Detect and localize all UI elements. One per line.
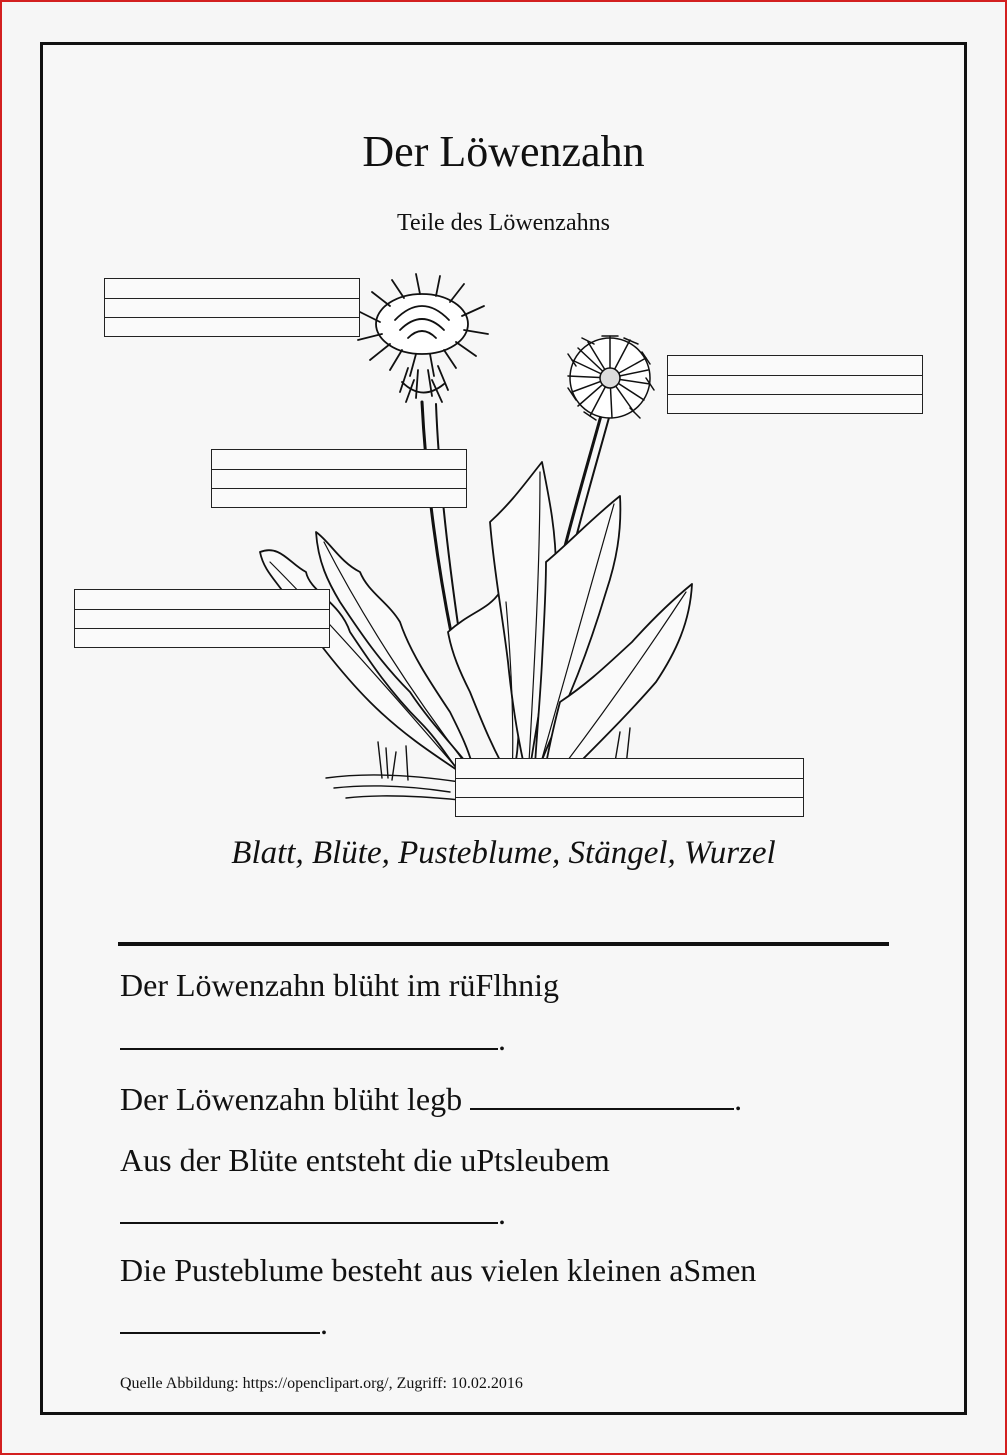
answer-box-flower[interactable] (104, 278, 360, 337)
answer-blank-3[interactable] (120, 1190, 498, 1224)
sentence-1-text: Der Löwenzahn blüht im rüFlhnig (120, 967, 560, 1003)
sentence-3-end: . (498, 1195, 506, 1231)
answer-blank-4[interactable] (120, 1300, 320, 1334)
source-citation: Quelle Abbildung: https://openclipart.org/, Zugriff: 10.02.2016 (120, 1375, 523, 1392)
answer-box-stem[interactable] (211, 449, 467, 508)
answer-box-root[interactable] (455, 758, 804, 817)
sentence-1-end: . (498, 1021, 506, 1057)
answer-box-leaf[interactable] (74, 589, 330, 648)
sentence-4 (120, 1249, 756, 1291)
answer-blank-1[interactable] (120, 1016, 498, 1050)
sentence-2-text: Der Löwenzahn blüht legb (120, 1081, 471, 1117)
answer-line-4[interactable] (120, 1300, 328, 1344)
answer-box-seedhead[interactable] (667, 355, 923, 414)
word-bank: Blatt, Blüte, Pusteblume, Stängel, Wurzel (231, 835, 776, 871)
worksheet-subtitle: Teile des Löwenzahns (397, 210, 610, 236)
answer-blank-2[interactable] (470, 1076, 734, 1110)
sentence-2-end: . (734, 1081, 743, 1117)
sentence-1 (120, 964, 559, 1006)
section-divider (118, 942, 889, 946)
sentence-4-end: . (320, 1305, 328, 1341)
dandelion-plant-icon (250, 272, 710, 832)
answer-line-3[interactable] (120, 1190, 506, 1234)
answer-line-1[interactable] (120, 1016, 506, 1060)
sentence-3-text: Aus der Blüte entsteht die uPtsleubem (120, 1142, 610, 1178)
sentence-2 (120, 1076, 742, 1120)
sentence-4-text: Die Pusteblume besteht aus vielen kleinen aSmen (120, 1252, 757, 1288)
worksheet-title: Der Löwenzahn (362, 127, 645, 176)
sentence-3 (120, 1139, 610, 1181)
